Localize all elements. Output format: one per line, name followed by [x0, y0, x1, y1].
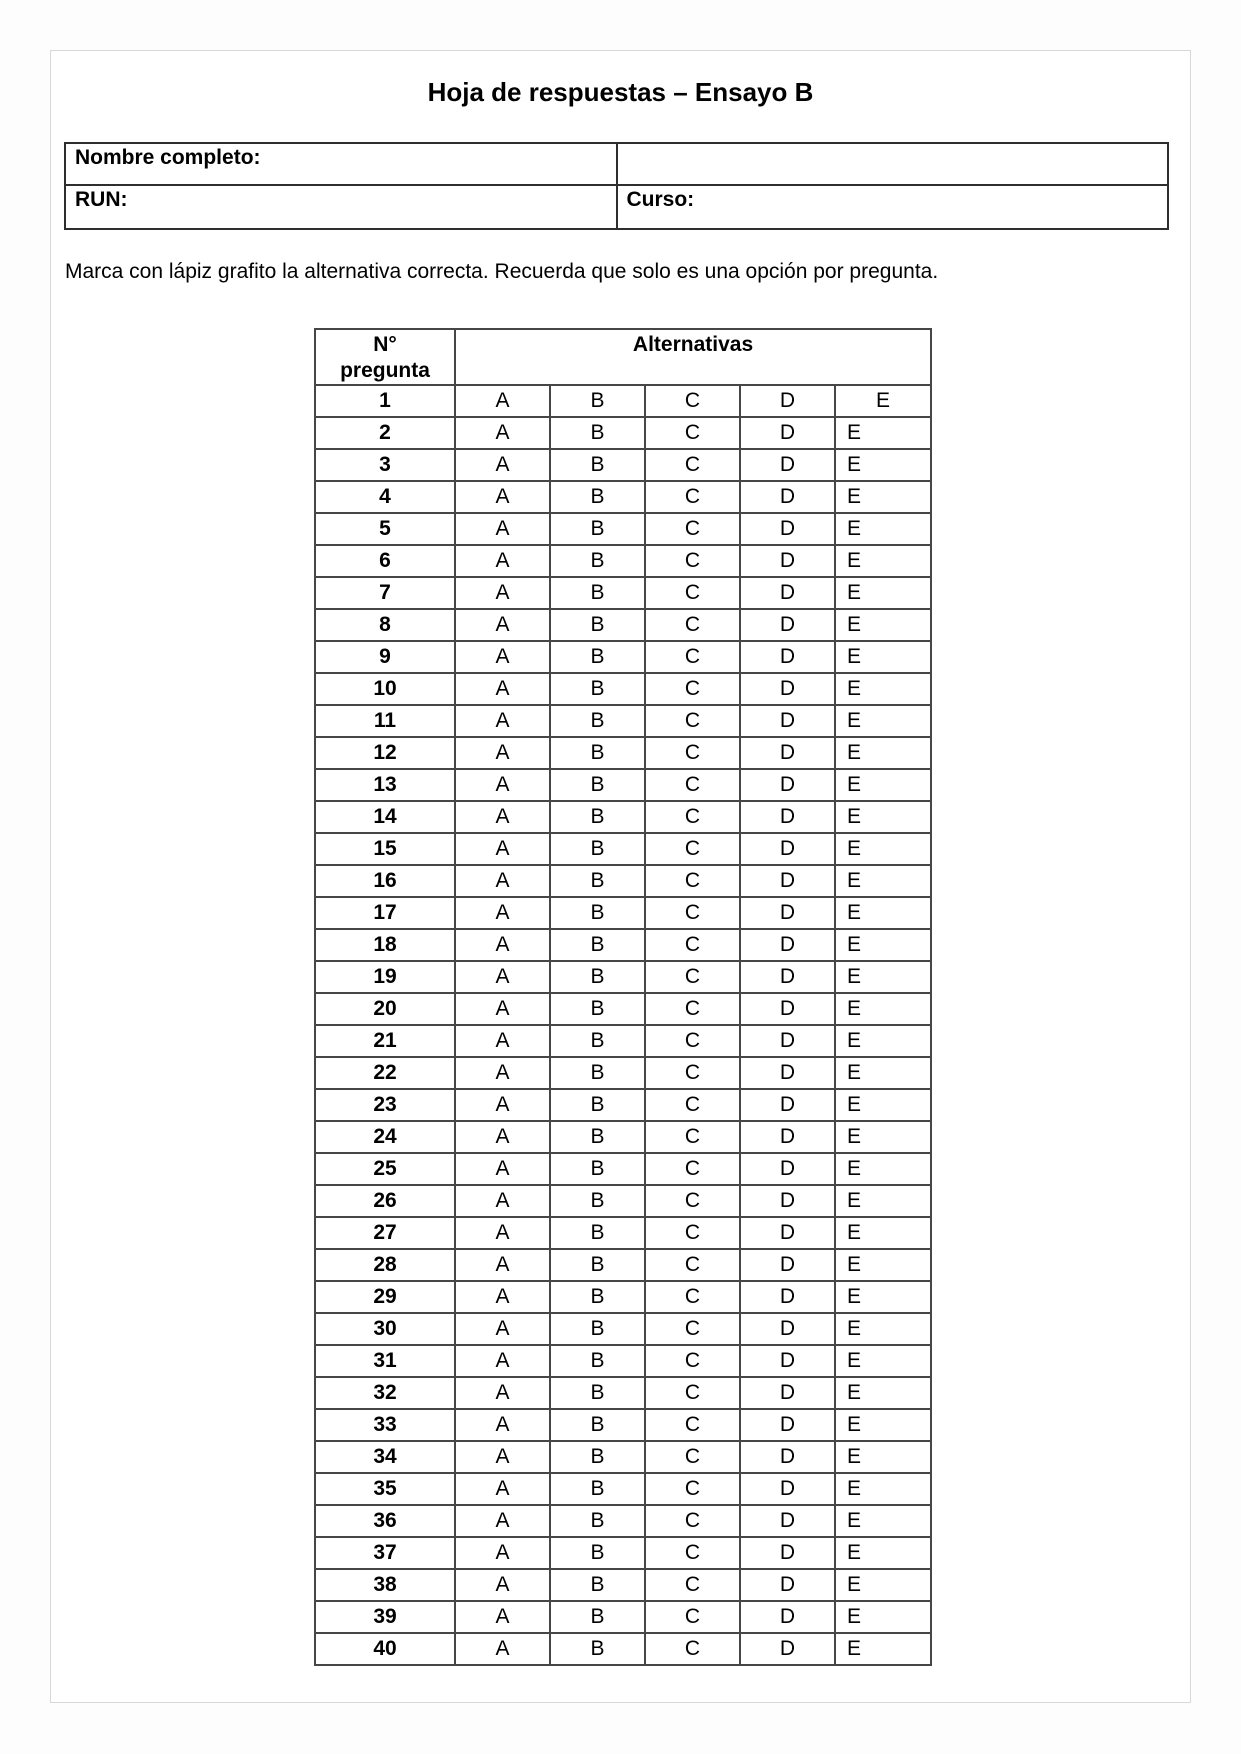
- option-cell-a[interactable]: A: [455, 1505, 550, 1537]
- option-cell-b[interactable]: B: [550, 1473, 645, 1505]
- option-cell-b[interactable]: B: [550, 769, 645, 801]
- option-cell-a[interactable]: A: [455, 481, 550, 513]
- answer-row: [315, 705, 931, 737]
- question-number: 37: [315, 1537, 455, 1569]
- option-cell-c[interactable]: C: [645, 1121, 740, 1153]
- question-number: 27: [315, 1217, 455, 1249]
- option-cell-c[interactable]: C: [645, 1473, 740, 1505]
- answer-row: [315, 1025, 931, 1057]
- question-number: 8: [315, 609, 455, 641]
- option-cell-b[interactable]: B: [550, 1025, 645, 1057]
- answer-sheet-page: [50, 50, 1191, 1703]
- answer-row: [315, 737, 931, 769]
- question-number: 28: [315, 1249, 455, 1281]
- option-cell-d[interactable]: D: [740, 1505, 835, 1537]
- option-cell-c[interactable]: C: [645, 1345, 740, 1377]
- option-cell-c[interactable]: C: [645, 929, 740, 961]
- page-title: Hoja de respuestas – Ensayo B: [427, 77, 814, 107]
- option-cell-b[interactable]: B: [550, 1057, 645, 1089]
- option-cell-c[interactable]: C: [645, 1089, 740, 1121]
- option-cell-b[interactable]: B: [550, 865, 645, 897]
- option-cell-a[interactable]: A: [455, 1217, 550, 1249]
- option-cell-b[interactable]: B: [550, 609, 645, 641]
- option-cell-a[interactable]: A: [455, 641, 550, 673]
- answer-row: [315, 929, 931, 961]
- option-cell-d[interactable]: D: [740, 1633, 835, 1665]
- option-cell-d[interactable]: D: [740, 1089, 835, 1121]
- answer-row: [315, 1505, 931, 1537]
- option-cell-d[interactable]: D: [740, 1249, 835, 1281]
- option-cell-a[interactable]: A: [455, 513, 550, 545]
- option-cell-a[interactable]: A: [455, 1057, 550, 1089]
- question-number: 5: [315, 513, 455, 545]
- option-cell-a[interactable]: A: [455, 1025, 550, 1057]
- option-cell-c[interactable]: C: [645, 1537, 740, 1569]
- option-cell-c[interactable]: C: [645, 641, 740, 673]
- option-cell-d[interactable]: D: [740, 545, 835, 577]
- option-cell-e[interactable]: E: [835, 801, 931, 833]
- option-cell-e[interactable]: E: [835, 481, 931, 513]
- option-cell-d[interactable]: D: [740, 1185, 835, 1217]
- option-cell-d[interactable]: D: [740, 385, 835, 417]
- option-cell-d[interactable]: D: [740, 1057, 835, 1089]
- option-cell-e[interactable]: E: [835, 513, 931, 545]
- option-cell-a[interactable]: A: [455, 577, 550, 609]
- option-cell-c[interactable]: C: [645, 545, 740, 577]
- option-cell-b[interactable]: B: [550, 1441, 645, 1473]
- question-number: 24: [315, 1121, 455, 1153]
- question-header-line1: N°: [373, 333, 397, 356]
- option-cell-e[interactable]: E: [835, 1345, 931, 1377]
- answer-row: [315, 1409, 931, 1441]
- option-cell-a[interactable]: A: [455, 1089, 550, 1121]
- option-cell-e[interactable]: E: [835, 1057, 931, 1089]
- option-cell-d[interactable]: D: [740, 993, 835, 1025]
- option-cell-e[interactable]: E: [835, 1537, 931, 1569]
- option-cell-e[interactable]: E: [835, 705, 931, 737]
- option-cell-d[interactable]: D: [740, 705, 835, 737]
- answer-row: [315, 1601, 931, 1633]
- option-cell-a[interactable]: A: [455, 1441, 550, 1473]
- info-row-name: [65, 143, 1168, 185]
- answer-row: [315, 1249, 931, 1281]
- option-cell-b[interactable]: B: [550, 1537, 645, 1569]
- answer-row: [315, 481, 931, 513]
- option-cell-d[interactable]: D: [740, 1601, 835, 1633]
- question-number: 34: [315, 1441, 455, 1473]
- option-cell-d[interactable]: D: [740, 929, 835, 961]
- option-cell-b[interactable]: B: [550, 641, 645, 673]
- option-cell-b[interactable]: B: [550, 961, 645, 993]
- option-cell-a[interactable]: A: [455, 993, 550, 1025]
- question-number: 40: [315, 1633, 455, 1665]
- option-cell-a[interactable]: A: [455, 1537, 550, 1569]
- answer-row: [315, 1345, 931, 1377]
- option-cell-a[interactable]: A: [455, 737, 550, 769]
- option-cell-b[interactable]: B: [550, 1633, 645, 1665]
- question-number: 30: [315, 1313, 455, 1345]
- option-cell-d[interactable]: D: [740, 1569, 835, 1601]
- option-cell-c[interactable]: C: [645, 449, 740, 481]
- option-cell-d[interactable]: D: [740, 513, 835, 545]
- option-cell-b[interactable]: B: [550, 993, 645, 1025]
- option-cell-b[interactable]: B: [550, 449, 645, 481]
- answer-row: [315, 1281, 931, 1313]
- option-cell-e[interactable]: E: [835, 737, 931, 769]
- option-cell-e[interactable]: E: [835, 1089, 931, 1121]
- question-number: 21: [315, 1025, 455, 1057]
- option-cell-d[interactable]: D: [740, 641, 835, 673]
- question-number: 17: [315, 897, 455, 929]
- option-cell-c[interactable]: C: [645, 1025, 740, 1057]
- question-number: 23: [315, 1089, 455, 1121]
- option-cell-a[interactable]: A: [455, 961, 550, 993]
- option-cell-b[interactable]: B: [550, 545, 645, 577]
- option-cell-a[interactable]: A: [455, 417, 550, 449]
- question-number: 11: [315, 705, 455, 737]
- question-number: 33: [315, 1409, 455, 1441]
- question-number: 12: [315, 737, 455, 769]
- option-cell-a[interactable]: A: [455, 1185, 550, 1217]
- option-cell-e[interactable]: E: [835, 1601, 931, 1633]
- answer-row: [315, 865, 931, 897]
- option-cell-c[interactable]: C: [645, 1217, 740, 1249]
- answer-row: [315, 1441, 931, 1473]
- option-cell-d[interactable]: D: [740, 801, 835, 833]
- option-cell-b[interactable]: B: [550, 1185, 645, 1217]
- option-cell-e[interactable]: E: [835, 545, 931, 577]
- option-cell-e[interactable]: E: [835, 1441, 931, 1473]
- option-cell-b[interactable]: B: [550, 1089, 645, 1121]
- curso-label[interactable]: Curso:: [617, 185, 1169, 229]
- answer-row: [315, 1473, 931, 1505]
- answer-row: [315, 1313, 931, 1345]
- option-cell-e[interactable]: E: [835, 1377, 931, 1409]
- option-cell-d[interactable]: D: [740, 1377, 835, 1409]
- answer-row: [315, 1377, 931, 1409]
- option-cell-e[interactable]: E: [835, 641, 931, 673]
- instruction-text: Marca con lápiz grafito la alternativa correcta. Recuerda que solo es una opción por pregunta.: [65, 260, 939, 283]
- option-cell-d[interactable]: D: [740, 1473, 835, 1505]
- option-cell-e[interactable]: E: [835, 385, 931, 417]
- option-cell-e[interactable]: E: [835, 1281, 931, 1313]
- option-cell-d[interactable]: D: [740, 417, 835, 449]
- option-cell-b[interactable]: B: [550, 801, 645, 833]
- answer-row: [315, 641, 931, 673]
- option-cell-a[interactable]: A: [455, 929, 550, 961]
- option-cell-d[interactable]: D: [740, 833, 835, 865]
- name-value-cell[interactable]: [617, 143, 1169, 185]
- option-cell-c[interactable]: C: [645, 1281, 740, 1313]
- alternatives-header: Alternativas: [455, 329, 931, 385]
- option-cell-b[interactable]: B: [550, 1249, 645, 1281]
- option-cell-a[interactable]: A: [455, 385, 550, 417]
- option-cell-c[interactable]: C: [645, 577, 740, 609]
- answer-row: [315, 417, 931, 449]
- option-cell-d[interactable]: D: [740, 1153, 835, 1185]
- info-row-run-curso: [65, 185, 1168, 229]
- option-cell-d[interactable]: D: [740, 1409, 835, 1441]
- option-cell-a[interactable]: A: [455, 833, 550, 865]
- option-cell-e[interactable]: E: [835, 1569, 931, 1601]
- question-number: 9: [315, 641, 455, 673]
- option-cell-c[interactable]: C: [645, 801, 740, 833]
- option-cell-a[interactable]: A: [455, 673, 550, 705]
- option-cell-e[interactable]: E: [835, 769, 931, 801]
- question-number: 14: [315, 801, 455, 833]
- student-info-table: [64, 142, 1169, 230]
- option-cell-b[interactable]: B: [550, 705, 645, 737]
- answer-row: [315, 385, 931, 417]
- question-number: 3: [315, 449, 455, 481]
- option-cell-b[interactable]: B: [550, 833, 645, 865]
- option-cell-b[interactable]: B: [550, 385, 645, 417]
- question-number: 7: [315, 577, 455, 609]
- question-number: 4: [315, 481, 455, 513]
- question-number: 32: [315, 1377, 455, 1409]
- question-number: 31: [315, 1345, 455, 1377]
- option-cell-d[interactable]: D: [740, 1217, 835, 1249]
- option-cell-c[interactable]: C: [645, 993, 740, 1025]
- question-number: 1: [315, 385, 455, 417]
- answer-table-header-row: [315, 329, 931, 385]
- option-cell-a[interactable]: A: [455, 801, 550, 833]
- option-cell-e[interactable]: E: [835, 1121, 931, 1153]
- option-cell-a[interactable]: A: [455, 449, 550, 481]
- option-cell-c[interactable]: C: [645, 513, 740, 545]
- answer-row: [315, 1537, 931, 1569]
- option-cell-c[interactable]: C: [645, 865, 740, 897]
- answer-row: [315, 801, 931, 833]
- answer-row: [315, 577, 931, 609]
- option-cell-e[interactable]: E: [835, 1473, 931, 1505]
- option-cell-d[interactable]: D: [740, 865, 835, 897]
- option-cell-e[interactable]: E: [835, 1185, 931, 1217]
- option-cell-e[interactable]: E: [835, 1633, 931, 1665]
- answer-row: [315, 1217, 931, 1249]
- question-number: 38: [315, 1569, 455, 1601]
- option-cell-d[interactable]: D: [740, 1313, 835, 1345]
- option-cell-a[interactable]: A: [455, 1409, 550, 1441]
- option-cell-d[interactable]: D: [740, 1537, 835, 1569]
- option-cell-c[interactable]: C: [645, 385, 740, 417]
- option-cell-b[interactable]: B: [550, 929, 645, 961]
- answer-row: [315, 673, 931, 705]
- option-cell-e[interactable]: E: [835, 1025, 931, 1057]
- question-number: 13: [315, 769, 455, 801]
- option-cell-e[interactable]: E: [835, 833, 931, 865]
- option-cell-a[interactable]: A: [455, 1121, 550, 1153]
- option-cell-e[interactable]: E: [835, 449, 931, 481]
- option-cell-c[interactable]: C: [645, 673, 740, 705]
- question-column-header: [315, 329, 455, 385]
- option-cell-c[interactable]: C: [645, 1633, 740, 1665]
- option-cell-c[interactable]: C: [645, 1601, 740, 1633]
- option-cell-a[interactable]: A: [455, 1633, 550, 1665]
- option-cell-d[interactable]: D: [740, 481, 835, 513]
- option-cell-c[interactable]: C: [645, 481, 740, 513]
- option-cell-a[interactable]: A: [455, 705, 550, 737]
- answer-row: [315, 545, 931, 577]
- option-cell-a[interactable]: A: [455, 897, 550, 929]
- option-cell-e[interactable]: E: [835, 897, 931, 929]
- option-cell-a[interactable]: A: [455, 609, 550, 641]
- option-cell-c[interactable]: C: [645, 961, 740, 993]
- option-cell-b[interactable]: B: [550, 1217, 645, 1249]
- question-number: 6: [315, 545, 455, 577]
- question-number: 22: [315, 1057, 455, 1089]
- option-cell-b[interactable]: B: [550, 577, 645, 609]
- option-cell-d[interactable]: D: [740, 737, 835, 769]
- option-cell-c[interactable]: C: [645, 833, 740, 865]
- option-cell-e[interactable]: E: [835, 673, 931, 705]
- option-cell-d[interactable]: D: [740, 673, 835, 705]
- option-cell-b[interactable]: B: [550, 1377, 645, 1409]
- option-cell-e[interactable]: E: [835, 865, 931, 897]
- question-number: 15: [315, 833, 455, 865]
- answer-row: [315, 449, 931, 481]
- option-cell-e[interactable]: E: [835, 417, 931, 449]
- option-cell-b[interactable]: B: [550, 673, 645, 705]
- option-cell-e[interactable]: E: [835, 1313, 931, 1345]
- option-cell-d[interactable]: D: [740, 1121, 835, 1153]
- option-cell-b[interactable]: B: [550, 1569, 645, 1601]
- option-cell-c[interactable]: C: [645, 1185, 740, 1217]
- option-cell-e[interactable]: E: [835, 1249, 931, 1281]
- option-cell-a[interactable]: A: [455, 1281, 550, 1313]
- option-cell-a[interactable]: A: [455, 1249, 550, 1281]
- answer-row: [315, 1633, 931, 1665]
- option-cell-c[interactable]: C: [645, 1313, 740, 1345]
- option-cell-e[interactable]: E: [835, 609, 931, 641]
- option-cell-b[interactable]: B: [550, 513, 645, 545]
- option-cell-c[interactable]: C: [645, 609, 740, 641]
- option-cell-c[interactable]: C: [645, 1409, 740, 1441]
- option-cell-a[interactable]: A: [455, 1473, 550, 1505]
- option-cell-a[interactable]: A: [455, 1153, 550, 1185]
- option-cell-b[interactable]: B: [550, 1409, 645, 1441]
- option-cell-c[interactable]: C: [645, 769, 740, 801]
- option-cell-a[interactable]: A: [455, 545, 550, 577]
- option-cell-d[interactable]: D: [740, 449, 835, 481]
- option-cell-c[interactable]: C: [645, 1569, 740, 1601]
- question-number: 16: [315, 865, 455, 897]
- answer-row: [315, 993, 931, 1025]
- answer-row: [315, 833, 931, 865]
- option-cell-b[interactable]: B: [550, 481, 645, 513]
- option-cell-d[interactable]: D: [740, 1025, 835, 1057]
- option-cell-e[interactable]: E: [835, 577, 931, 609]
- option-cell-b[interactable]: B: [550, 737, 645, 769]
- question-header-line2: pregunta: [340, 359, 430, 382]
- option-cell-e[interactable]: E: [835, 961, 931, 993]
- answer-row: [315, 1153, 931, 1185]
- question-number: 19: [315, 961, 455, 993]
- answer-row: [315, 1185, 931, 1217]
- option-cell-c[interactable]: C: [645, 417, 740, 449]
- run-label[interactable]: RUN:: [65, 185, 617, 229]
- option-cell-c[interactable]: C: [645, 737, 740, 769]
- option-cell-e[interactable]: E: [835, 993, 931, 1025]
- option-cell-b[interactable]: B: [550, 1281, 645, 1313]
- option-cell-b[interactable]: B: [550, 1121, 645, 1153]
- answer-row: [315, 897, 931, 929]
- option-cell-e[interactable]: E: [835, 1153, 931, 1185]
- answer-table: [314, 328, 932, 1666]
- option-cell-a[interactable]: A: [455, 1313, 550, 1345]
- option-cell-a[interactable]: A: [455, 865, 550, 897]
- option-cell-d[interactable]: D: [740, 1345, 835, 1377]
- question-number: 20: [315, 993, 455, 1025]
- option-cell-c[interactable]: C: [645, 705, 740, 737]
- answer-row: [315, 609, 931, 641]
- option-cell-b[interactable]: B: [550, 1505, 645, 1537]
- answer-row: [315, 961, 931, 993]
- option-cell-c[interactable]: C: [645, 1057, 740, 1089]
- question-number: 18: [315, 929, 455, 961]
- answer-row: [315, 1089, 931, 1121]
- option-cell-a[interactable]: A: [455, 769, 550, 801]
- option-cell-c[interactable]: C: [645, 1249, 740, 1281]
- answer-row: [315, 513, 931, 545]
- option-cell-c[interactable]: C: [645, 1441, 740, 1473]
- option-cell-a[interactable]: A: [455, 1601, 550, 1633]
- question-number: 39: [315, 1601, 455, 1633]
- option-cell-e[interactable]: E: [835, 1409, 931, 1441]
- option-cell-e[interactable]: E: [835, 929, 931, 961]
- option-cell-c[interactable]: C: [645, 897, 740, 929]
- option-cell-b[interactable]: B: [550, 417, 645, 449]
- name-label: Nombre completo:: [65, 143, 617, 185]
- option-cell-e[interactable]: E: [835, 1505, 931, 1537]
- option-cell-b[interactable]: B: [550, 1601, 645, 1633]
- option-cell-a[interactable]: A: [455, 1569, 550, 1601]
- question-number: 36: [315, 1505, 455, 1537]
- answer-row: [315, 1057, 931, 1089]
- option-cell-a[interactable]: A: [455, 1345, 550, 1377]
- answer-rows: [315, 385, 931, 1665]
- question-number: 26: [315, 1185, 455, 1217]
- option-cell-d[interactable]: D: [740, 609, 835, 641]
- option-cell-b[interactable]: B: [550, 1345, 645, 1377]
- option-cell-e[interactable]: E: [835, 1217, 931, 1249]
- option-cell-c[interactable]: C: [645, 1505, 740, 1537]
- question-number: 10: [315, 673, 455, 705]
- option-cell-c[interactable]: C: [645, 1153, 740, 1185]
- answer-row: [315, 1121, 931, 1153]
- option-cell-b[interactable]: B: [550, 1153, 645, 1185]
- option-cell-b[interactable]: B: [550, 1313, 645, 1345]
- answer-row: [315, 1569, 931, 1601]
- option-cell-d[interactable]: D: [740, 897, 835, 929]
- question-number: 2: [315, 417, 455, 449]
- option-cell-d[interactable]: D: [740, 961, 835, 993]
- option-cell-d[interactable]: D: [740, 1441, 835, 1473]
- option-cell-d[interactable]: D: [740, 1281, 835, 1313]
- question-number: 25: [315, 1153, 455, 1185]
- option-cell-d[interactable]: D: [740, 577, 835, 609]
- question-number: 29: [315, 1281, 455, 1313]
- answer-row: [315, 769, 931, 801]
- option-cell-c[interactable]: C: [645, 1377, 740, 1409]
- option-cell-b[interactable]: B: [550, 897, 645, 929]
- option-cell-a[interactable]: A: [455, 1377, 550, 1409]
- question-number: 35: [315, 1473, 455, 1505]
- option-cell-d[interactable]: D: [740, 769, 835, 801]
